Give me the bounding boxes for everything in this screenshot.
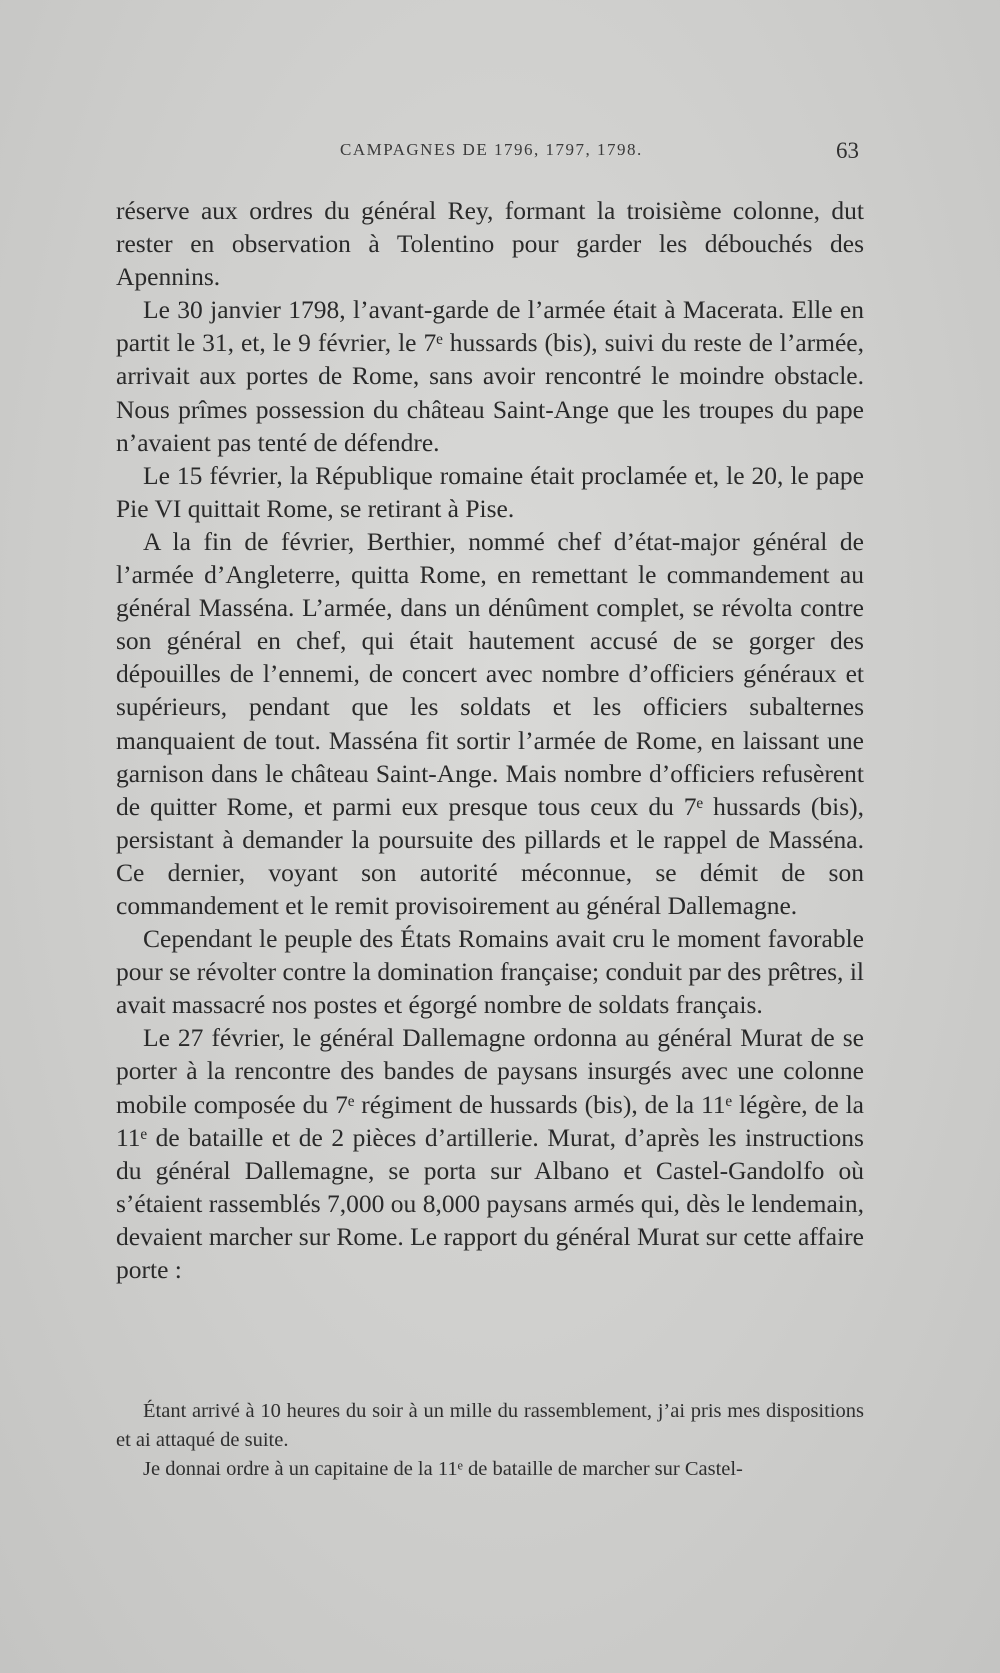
quoted-report bbox=[116, 1397, 864, 1484]
quote-paragraph: Étant arrivé à 10 heures du soir à un mille du rassemblement, j’ai pris mes dispositions et ai attaqué de suite. bbox=[116, 1400, 864, 1451]
paragraph: A la fin de février, Berthier, nommé chef d’état-major général de l’armée d’Angleterre, quitta Rome, en remettant le commandement au général Masséna. L’armée, dans un dénûment complet, se révolta contre son général en chef, qui était hautement accusé de se gorger des dépouilles de l’ennemi, de concert avec nombre d’officiers généraux et supérieurs, pendant que les soldats et les officiers subalternes manquaient de tout. Masséna fit sortir l’armée de Rome, en laissant une garnison dans le château Saint-Ange. Mais nombre d’officiers refusèrent de quitter Rome, et parmi eux presque tous ceux du 7ᵉ hussards (bis), persistant à demander la poursuite des pillards et le rappel de Masséna. Ce dernier, voyant son autorité méconnue, se démit de son commandement et le remit provisoirement au général Dallemagne. bbox=[116, 526, 864, 920]
page-number: 63 bbox=[836, 138, 859, 163]
paragraph: réserve aux ordres du général Rey, formant la troisième colonne, dut rester en observation à Tolentino pour garder les débouchés des Apennins. bbox=[116, 196, 864, 292]
paragraph: Le 27 février, le général Dallemagne ordonna au général Murat de se porter à la rencontre des bandes de paysans insurgés avec une colonne mobile composée du 7ᵉ régiment de hussards (bis), de la 11ᵉ légère, de la 11ᵉ de bataille et de 2 pièces d’artillerie. Murat, d’après les instructions du général Dallemagne, se porta sur Albano et Castel-Gandolfo où s’étaient rassemblés 7,000 ou 8,000 paysans armés qui, dès le lendemain, devaient marcher sur Rome. Le rapport du général Murat sur cette affaire porte : bbox=[116, 1023, 864, 1284]
running-title: CAMPAGNES DE 1796, 1797, 1798. bbox=[340, 140, 643, 159]
quote-paragraph: Je donnai ordre à un capitaine de la 11ᵉ de bataille de marcher sur Castel- bbox=[143, 1458, 743, 1480]
paragraph: Le 30 janvier 1798, l’avant-garde de l’armée était à Macerata. Elle en partit le 31, et, le 9 février, le 7ᵉ hussards (bis), suivi du reste de l’armée, arrivait aux portes de Rome, sans avoir rencontré le moindre obstacle. Nous prîmes possession du château Saint-Ange que les troupes du pape n’avaient pas tenté de défendre. bbox=[116, 295, 864, 457]
body-text bbox=[116, 194, 864, 1286]
paragraph: Cependant le peuple des États Romains avait cru le moment favorable pour se révolter contre la domination française; conduit par des prêtres, il avait massacré nos postes et égorgé nombre de soldats français. bbox=[116, 924, 864, 1020]
paragraph: Le 15 février, la République romaine était proclamée et, le 20, le pape Pie VI quittait Rome, se retirant à Pise. bbox=[116, 460, 864, 523]
